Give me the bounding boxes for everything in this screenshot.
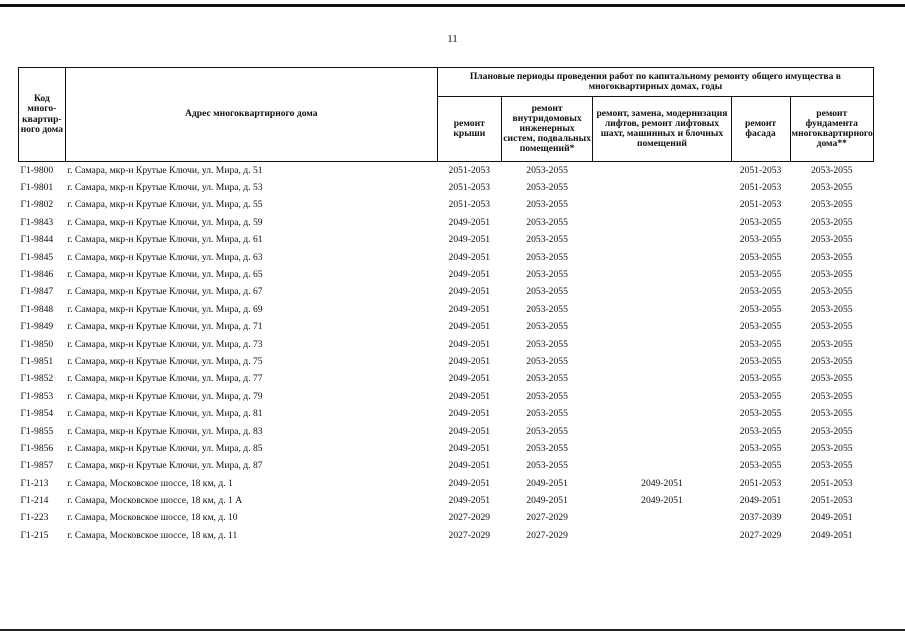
cell-address: г. Самара, Московское шоссе, 18 км, д. 1 bbox=[67, 477, 233, 489]
table-row bbox=[19, 179, 874, 196]
cell-internal-systems: 2053-2055 bbox=[526, 251, 568, 263]
cell-elevators bbox=[593, 440, 731, 457]
cell-roof: 2049-2051 bbox=[448, 460, 491, 472]
cell-address: г. Самара, мкр-н Крутые Ключи, ул. Мира, д. 73 bbox=[67, 338, 263, 350]
table-row bbox=[19, 301, 874, 318]
cell-roof: 2049-2051 bbox=[448, 338, 491, 350]
table-row bbox=[19, 319, 874, 336]
cell-internal-systems: 2053-2055 bbox=[526, 303, 568, 315]
cell-internal-systems: 2053-2055 bbox=[526, 390, 568, 402]
cell-foundation: 2049-2051 bbox=[810, 512, 853, 524]
cell-internal-systems: 2027-2029 bbox=[526, 512, 568, 524]
cell-internal-systems: 2053-2055 bbox=[526, 269, 568, 280]
cell-code: Г1-9855 bbox=[20, 425, 54, 437]
cell-internal-systems: 2053-2055 bbox=[526, 408, 568, 420]
cell-foundation: 2053-2055 bbox=[810, 355, 853, 367]
cell-code: Г1-9856 bbox=[20, 442, 54, 454]
header-roof: ремонт крыши bbox=[437, 97, 501, 162]
cell-elevators: 2049-2051 bbox=[641, 477, 683, 489]
table-row bbox=[19, 527, 874, 544]
table-row bbox=[19, 492, 874, 509]
cell-elevators bbox=[593, 301, 731, 318]
cell-facade: 2053-2055 bbox=[739, 269, 782, 280]
table-row bbox=[19, 458, 874, 475]
cell-foundation: 2053-2055 bbox=[810, 251, 853, 263]
table-row bbox=[19, 371, 874, 388]
cell-internal-systems: 2053-2055 bbox=[526, 355, 568, 367]
cell-code: Г1-223 bbox=[20, 512, 49, 524]
cell-roof: 2049-2051 bbox=[448, 373, 491, 385]
table-row bbox=[19, 423, 874, 440]
cell-code: Г1-9800 bbox=[20, 164, 54, 176]
table-row bbox=[19, 284, 874, 301]
cell-roof: 2049-2051 bbox=[448, 234, 491, 246]
cell-roof: 2027-2029 bbox=[448, 529, 491, 541]
cell-elevators bbox=[593, 197, 731, 214]
cell-address: г. Самара, Московское шоссе, 18 км, д. 1 А bbox=[67, 495, 243, 507]
cell-foundation: 2053-2055 bbox=[810, 182, 853, 194]
cell-internal-systems: 2049-2051 bbox=[526, 495, 568, 507]
header-foundation: ремонт фундамента многоквартирного дома** bbox=[790, 97, 873, 162]
cell-roof: 2049-2051 bbox=[448, 442, 491, 454]
cell-facade: 2027-2029 bbox=[739, 529, 782, 541]
cell-roof: 2049-2051 bbox=[448, 355, 491, 367]
cell-roof: 2051-2053 bbox=[448, 164, 491, 176]
cell-internal-systems: 2027-2029 bbox=[526, 529, 568, 541]
cell-address: г. Самара, мкр-н Крутые Ключи, ул. Мира, д. 83 bbox=[67, 425, 263, 437]
cell-foundation: 2053-2055 bbox=[810, 425, 853, 437]
cell-code: Г1-9853 bbox=[20, 390, 54, 402]
cell-address: г. Самара, мкр-н Крутые Ключи, ул. Мира, д. 65 bbox=[67, 269, 263, 280]
cell-address: г. Самара, Московское шоссе, 18 км, д. 10 bbox=[67, 512, 238, 524]
cell-facade: 2053-2055 bbox=[739, 303, 782, 315]
cell-foundation: 2053-2055 bbox=[810, 164, 853, 176]
cell-address: г. Самара, мкр-н Крутые Ключи, ул. Мира, д. 59 bbox=[67, 216, 263, 228]
cell-facade: 2053-2055 bbox=[739, 460, 782, 472]
cell-elevators bbox=[593, 353, 731, 370]
cell-elevators bbox=[593, 214, 731, 231]
cell-code: Г1-9847 bbox=[20, 286, 54, 298]
cell-code: Г1-9850 bbox=[20, 338, 54, 350]
cell-internal-systems: 2053-2055 bbox=[526, 321, 568, 333]
cell-code: Г1-214 bbox=[20, 495, 49, 507]
table-row bbox=[19, 162, 874, 180]
cell-facade: 2051-2053 bbox=[739, 164, 782, 176]
cell-internal-systems: 2053-2055 bbox=[526, 182, 568, 194]
cell-roof: 2051-2053 bbox=[448, 199, 491, 211]
page-number: 11 bbox=[447, 33, 458, 45]
cell-roof: 2051-2053 bbox=[448, 182, 491, 194]
cell-code: Г1-9852 bbox=[20, 373, 54, 385]
cell-elevators: 2049-2051 bbox=[641, 495, 683, 507]
cell-roof: 2049-2051 bbox=[448, 269, 491, 280]
cell-facade: 2053-2055 bbox=[739, 321, 782, 333]
header-address: Адрес многоквартирного дома bbox=[65, 68, 437, 162]
cell-foundation: 2053-2055 bbox=[810, 390, 853, 402]
table-row bbox=[19, 405, 874, 422]
cell-elevators bbox=[593, 405, 731, 422]
table-row bbox=[19, 214, 874, 231]
cell-internal-systems: 2053-2055 bbox=[526, 234, 568, 246]
cell-elevators bbox=[593, 336, 731, 353]
table-row bbox=[19, 440, 874, 457]
cell-code: Г1-9845 bbox=[20, 251, 54, 263]
cell-facade: 2053-2055 bbox=[739, 338, 782, 350]
cell-foundation: 2053-2055 bbox=[810, 303, 853, 315]
cell-internal-systems: 2049-2051 bbox=[526, 477, 568, 489]
cell-roof: 2049-2051 bbox=[448, 425, 491, 437]
cell-elevators bbox=[593, 371, 731, 388]
cell-internal-systems: 2053-2055 bbox=[526, 373, 568, 385]
cell-foundation: 2049-2051 bbox=[810, 529, 853, 541]
cell-elevators bbox=[593, 458, 731, 475]
cell-facade: 2051-2053 bbox=[739, 182, 782, 194]
cell-code: Г1-9801 bbox=[20, 182, 54, 194]
cell-facade: 2053-2055 bbox=[739, 425, 782, 437]
cell-elevators bbox=[593, 284, 731, 301]
cell-internal-systems: 2053-2055 bbox=[526, 286, 568, 298]
repair-schedule-table bbox=[18, 67, 874, 545]
table-row bbox=[19, 388, 874, 405]
cell-internal-systems: 2053-2055 bbox=[526, 442, 568, 454]
cell-foundation: 2053-2055 bbox=[810, 321, 853, 333]
cell-roof: 2049-2051 bbox=[448, 495, 491, 507]
cell-facade: 2053-2055 bbox=[739, 408, 782, 420]
table-row bbox=[19, 336, 874, 353]
cell-code: Г1-9848 bbox=[20, 303, 54, 315]
cell-address: г. Самара, мкр-н Крутые Ключи, ул. Мира, д. 63 bbox=[67, 251, 263, 263]
cell-facade: 2053-2055 bbox=[739, 355, 782, 367]
cell-elevators bbox=[593, 510, 731, 527]
cell-facade: 2051-2053 bbox=[739, 199, 782, 211]
cell-foundation: 2053-2055 bbox=[810, 408, 853, 420]
cell-facade: 2053-2055 bbox=[739, 442, 782, 454]
cell-facade: 2053-2055 bbox=[739, 234, 782, 246]
cell-address: г. Самара, мкр-н Крутые Ключи, ул. Мира, д. 75 bbox=[67, 355, 263, 367]
cell-address: г. Самара, мкр-н Крутые Ключи, ул. Мира, д. 77 bbox=[67, 373, 263, 385]
cell-internal-systems: 2053-2055 bbox=[526, 425, 568, 437]
cell-elevators bbox=[593, 527, 731, 544]
bottom-rule bbox=[0, 629, 905, 631]
cell-address: г. Самара, мкр-н Крутые Ключи, ул. Мира, д. 85 bbox=[67, 442, 263, 454]
cell-facade: 2051-2053 bbox=[739, 477, 782, 489]
cell-address: г. Самара, мкр-н Крутые Ключи, ул. Мира, д. 55 bbox=[67, 199, 263, 211]
cell-elevators bbox=[593, 388, 731, 405]
header-internal-systems: ремонт внутридомовых инженерных систем, подвальных помещений* bbox=[501, 97, 592, 162]
cell-code: Г1-9849 bbox=[20, 321, 54, 333]
cell-foundation: 2053-2055 bbox=[810, 216, 853, 228]
cell-code: Г1-9846 bbox=[20, 269, 54, 280]
table-row bbox=[19, 266, 874, 283]
cell-internal-systems: 2053-2055 bbox=[526, 199, 568, 211]
cell-address: г. Самара, мкр-н Крутые Ключи, ул. Мира, д. 67 bbox=[67, 286, 263, 298]
cell-roof: 2027-2029 bbox=[448, 512, 491, 524]
cell-internal-systems: 2053-2055 bbox=[526, 164, 568, 176]
cell-elevators bbox=[593, 249, 731, 266]
cell-elevators bbox=[593, 232, 731, 249]
cell-code: Г1-213 bbox=[20, 477, 49, 489]
cell-facade: 2053-2055 bbox=[739, 373, 782, 385]
cell-code: Г1-215 bbox=[20, 529, 49, 541]
cell-facade: 2037-2039 bbox=[739, 512, 782, 524]
header-code: Код много-квартир-ного дома bbox=[19, 68, 66, 162]
cell-elevators bbox=[593, 162, 731, 180]
table-row bbox=[19, 475, 874, 492]
cell-facade: 2053-2055 bbox=[739, 286, 782, 298]
cell-internal-systems: 2053-2055 bbox=[526, 338, 568, 350]
table-row bbox=[19, 510, 874, 527]
cell-address: г. Самара, мкр-н Крутые Ключи, ул. Мира, д. 71 bbox=[67, 321, 263, 333]
cell-elevators bbox=[593, 179, 731, 196]
cell-foundation: 2053-2055 bbox=[810, 286, 853, 298]
cell-foundation: 2053-2055 bbox=[810, 199, 853, 211]
cell-elevators bbox=[593, 319, 731, 336]
cell-foundation: 2053-2055 bbox=[810, 338, 853, 350]
cell-foundation: 2053-2055 bbox=[810, 234, 853, 246]
cell-roof: 2049-2051 bbox=[448, 286, 491, 298]
table-body bbox=[19, 162, 874, 545]
cell-code: Г1-9843 bbox=[20, 216, 54, 228]
cell-roof: 2049-2051 bbox=[448, 408, 491, 420]
header-facade: ремонт фасада bbox=[731, 97, 790, 162]
cell-code: Г1-9844 bbox=[20, 234, 54, 246]
cell-roof: 2049-2051 bbox=[448, 303, 491, 315]
cell-foundation: 2051-2053 bbox=[810, 477, 853, 489]
cell-code: Г1-9854 bbox=[20, 408, 54, 420]
cell-roof: 2049-2051 bbox=[448, 251, 491, 263]
cell-foundation: 2053-2055 bbox=[810, 442, 853, 454]
cell-roof: 2049-2051 bbox=[448, 216, 491, 228]
cell-internal-systems: 2053-2055 bbox=[526, 216, 568, 228]
cell-roof: 2049-2051 bbox=[448, 321, 491, 333]
table-row bbox=[19, 232, 874, 249]
cell-roof: 2049-2051 bbox=[448, 390, 491, 402]
cell-code: Г1-9802 bbox=[20, 199, 54, 211]
cell-facade: 2053-2055 bbox=[739, 216, 782, 228]
table-row bbox=[19, 197, 874, 214]
table-row bbox=[19, 249, 874, 266]
header-elevators: ремонт, замена, модернизация лифтов, ремонт лифтовых шахт, машинных и блочных помещений bbox=[593, 97, 731, 162]
cell-code: Г1-9851 bbox=[20, 355, 54, 367]
cell-facade: 2053-2055 bbox=[739, 251, 782, 263]
cell-address: г. Самара, мкр-н Крутые Ключи, ул. Мира, д. 81 bbox=[67, 408, 263, 420]
cell-internal-systems: 2053-2055 bbox=[526, 460, 568, 472]
cell-facade: 2049-2051 bbox=[739, 495, 782, 507]
header-periods-group: Плановые периоды проведения работ по капитальному ремонту общего имущества в многоквартирных домах, годы bbox=[437, 68, 873, 97]
cell-address: г. Самара, Московское шоссе, 18 км, д. 11 bbox=[67, 529, 238, 541]
cell-foundation: 2053-2055 bbox=[810, 269, 853, 280]
cell-address: г. Самара, мкр-н Крутые Ключи, ул. Мира, д. 69 bbox=[67, 303, 263, 315]
cell-facade: 2053-2055 bbox=[739, 390, 782, 402]
table-row bbox=[19, 353, 874, 370]
cell-elevators bbox=[593, 423, 731, 440]
cell-foundation: 2053-2055 bbox=[810, 373, 853, 385]
cell-foundation: 2053-2055 bbox=[810, 460, 853, 472]
cell-elevators bbox=[593, 266, 731, 283]
cell-code: Г1-9857 bbox=[20, 460, 54, 472]
top-rule bbox=[0, 4, 905, 7]
cell-address: г. Самара, мкр-н Крутые Ключи, ул. Мира, д. 61 bbox=[67, 234, 263, 246]
cell-address: г. Самара, мкр-н Крутые Ключи, ул. Мира, д. 87 bbox=[67, 460, 263, 472]
cell-address: г. Самара, мкр-н Крутые Ключи, ул. Мира, д. 51 bbox=[67, 164, 263, 176]
cell-foundation: 2051-2053 bbox=[810, 495, 853, 507]
cell-address: г. Самара, мкр-н Крутые Ключи, ул. Мира, д. 53 bbox=[67, 182, 263, 194]
cell-address: г. Самара, мкр-н Крутые Ключи, ул. Мира, д. 79 bbox=[67, 390, 263, 402]
cell-roof: 2049-2051 bbox=[448, 477, 491, 489]
